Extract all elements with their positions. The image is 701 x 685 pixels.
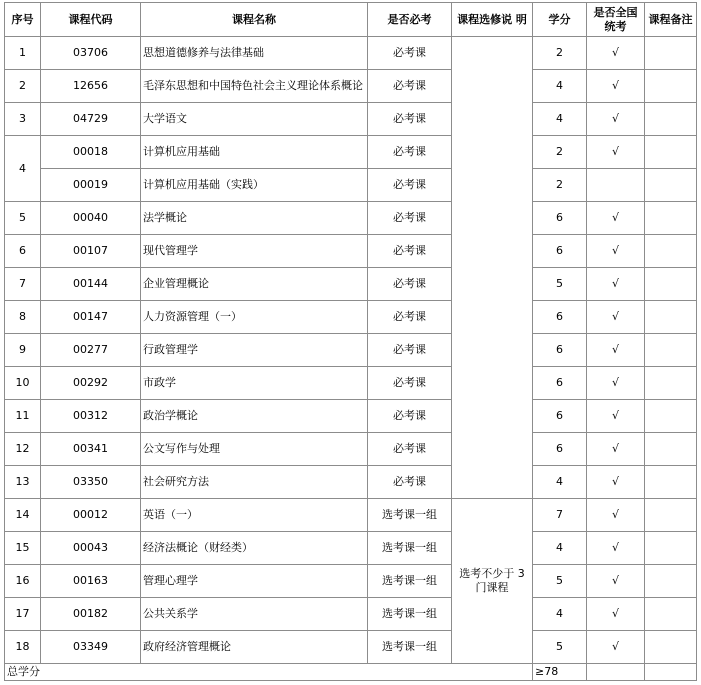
row-credits: 4 [533, 532, 587, 565]
row-national: √ [587, 235, 645, 268]
row-type: 选考课一组 [368, 598, 452, 631]
row-seq: 8 [5, 301, 41, 334]
row-type: 必考课 [368, 466, 452, 499]
header-remark: 课程备注 [645, 3, 697, 37]
row-type: 选考课一组 [368, 631, 452, 664]
row-remark [645, 367, 697, 400]
table-row [5, 301, 697, 334]
elective-note: 选考不少于 3 门课程 [452, 499, 533, 664]
row-national: √ [587, 532, 645, 565]
header-credits: 学分 [533, 3, 587, 37]
table-row [5, 532, 697, 565]
row-code: 00182 [41, 598, 141, 631]
row-remark [645, 565, 697, 598]
row-national: √ [587, 466, 645, 499]
row-remark [645, 202, 697, 235]
table-row [5, 598, 697, 631]
row-code: 00019 [41, 169, 141, 202]
row-code: 03706 [41, 37, 141, 70]
total-remark [645, 664, 697, 681]
row-code: 03350 [41, 466, 141, 499]
table-row [5, 565, 697, 598]
row-national: √ [587, 598, 645, 631]
header-seq: 序号 [5, 3, 41, 37]
table-row [5, 235, 697, 268]
table-row [5, 136, 697, 169]
row-national: √ [587, 334, 645, 367]
row-type: 必考课 [368, 367, 452, 400]
total-row [5, 664, 697, 681]
row-code: 00040 [41, 202, 141, 235]
row-seq: 7 [5, 268, 41, 301]
row-name: 公共关系学 [141, 598, 368, 631]
row-credits: 5 [533, 268, 587, 301]
row-type: 必考课 [368, 400, 452, 433]
row-national: √ [587, 499, 645, 532]
header-elective-note: 课程选修说 明 [452, 3, 533, 37]
row-credits: 6 [533, 235, 587, 268]
row-type: 必考课 [368, 301, 452, 334]
row-name: 市政学 [141, 367, 368, 400]
row-national: √ [587, 103, 645, 136]
table-row [5, 433, 697, 466]
row-seq: 12 [5, 433, 41, 466]
row-national: √ [587, 70, 645, 103]
row-type: 选考课一组 [368, 565, 452, 598]
table-row [5, 202, 697, 235]
row-name: 经济法概论（财经类） [141, 532, 368, 565]
row-remark [645, 334, 697, 367]
table-body [5, 37, 697, 681]
row-national: √ [587, 631, 645, 664]
header-required: 是否必考 [368, 3, 452, 37]
row-remark [645, 70, 697, 103]
row-type: 必考课 [368, 433, 452, 466]
row-code: 00043 [41, 532, 141, 565]
row-type: 必考课 [368, 169, 452, 202]
row-type: 必考课 [368, 202, 452, 235]
row-remark [645, 499, 697, 532]
row-code: 00341 [41, 433, 141, 466]
table-row [5, 499, 697, 532]
table-row [5, 334, 697, 367]
row-credits: 6 [533, 301, 587, 334]
row-credits: 2 [533, 169, 587, 202]
row-credits: 6 [533, 367, 587, 400]
table-row [5, 37, 697, 70]
table-row [5, 631, 697, 664]
row-seq: 10 [5, 367, 41, 400]
row-national: √ [587, 301, 645, 334]
row-type: 必考课 [368, 268, 452, 301]
row-name: 计算机应用基础 [141, 136, 368, 169]
row-name: 企业管理概论 [141, 268, 368, 301]
row-type: 必考课 [368, 37, 452, 70]
row-code: 00012 [41, 499, 141, 532]
row-remark [645, 235, 697, 268]
row-code: 00277 [41, 334, 141, 367]
row-credits: 4 [533, 103, 587, 136]
row-seq: 5 [5, 202, 41, 235]
row-seq: 4 [5, 136, 41, 202]
row-name: 毛泽东思想和中国特色社会主义理论体系概论 [141, 70, 368, 103]
row-type: 必考课 [368, 103, 452, 136]
table-row [5, 103, 697, 136]
row-credits: 6 [533, 400, 587, 433]
row-national: √ [587, 136, 645, 169]
row-national: √ [587, 268, 645, 301]
row-credits: 4 [533, 598, 587, 631]
row-credits: 2 [533, 37, 587, 70]
table-row [5, 169, 697, 202]
row-name: 计算机应用基础（实践） [141, 169, 368, 202]
row-remark [645, 631, 697, 664]
row-credits: 4 [533, 466, 587, 499]
row-remark [645, 301, 697, 334]
row-remark [645, 400, 697, 433]
row-elective-note-empty [452, 37, 533, 499]
row-type: 选考课一组 [368, 499, 452, 532]
row-credits: 7 [533, 499, 587, 532]
row-type: 必考课 [368, 136, 452, 169]
row-remark [645, 136, 697, 169]
table-row [5, 70, 697, 103]
course-table [4, 2, 697, 681]
row-type: 必考课 [368, 334, 452, 367]
row-remark [645, 433, 697, 466]
table-row [5, 367, 697, 400]
table-row [5, 268, 697, 301]
header-row [5, 3, 697, 37]
row-remark [645, 532, 697, 565]
header-name: 课程名称 [141, 3, 368, 37]
row-seq: 3 [5, 103, 41, 136]
row-name: 英语（一） [141, 499, 368, 532]
row-national: √ [587, 367, 645, 400]
row-name: 大学语文 [141, 103, 368, 136]
row-name: 政治学概论 [141, 400, 368, 433]
total-credits: ≥78 [533, 664, 587, 681]
header-code: 课程代码 [41, 3, 141, 37]
row-national: √ [587, 202, 645, 235]
row-remark [645, 169, 697, 202]
row-name: 政府经济管理概论 [141, 631, 368, 664]
row-seq: 6 [5, 235, 41, 268]
row-name: 公文写作与处理 [141, 433, 368, 466]
row-name: 思想道德修养与法律基础 [141, 37, 368, 70]
row-credits: 6 [533, 334, 587, 367]
row-credits: 5 [533, 631, 587, 664]
row-national: √ [587, 565, 645, 598]
row-remark [645, 466, 697, 499]
table-row [5, 466, 697, 499]
row-seq: 9 [5, 334, 41, 367]
row-seq: 14 [5, 499, 41, 532]
header-national: 是否全国统考 [587, 3, 645, 37]
row-national: √ [587, 433, 645, 466]
row-name: 社会研究方法 [141, 466, 368, 499]
row-code: 00163 [41, 565, 141, 598]
row-name: 人力资源管理（一） [141, 301, 368, 334]
row-national [587, 169, 645, 202]
row-name: 管理心理学 [141, 565, 368, 598]
row-seq: 1 [5, 37, 41, 70]
row-seq: 18 [5, 631, 41, 664]
row-seq: 11 [5, 400, 41, 433]
total-label: 总学分 [5, 664, 533, 681]
row-credits: 4 [533, 70, 587, 103]
row-credits: 5 [533, 565, 587, 598]
row-name: 法学概论 [141, 202, 368, 235]
row-code: 00107 [41, 235, 141, 268]
row-seq: 13 [5, 466, 41, 499]
row-code: 00312 [41, 400, 141, 433]
row-type: 必考课 [368, 70, 452, 103]
course-table-container [4, 2, 697, 681]
row-code: 00018 [41, 136, 141, 169]
row-name: 现代管理学 [141, 235, 368, 268]
row-code: 04729 [41, 103, 141, 136]
row-type: 选考课一组 [368, 532, 452, 565]
row-remark [645, 103, 697, 136]
row-credits: 6 [533, 433, 587, 466]
row-code: 00144 [41, 268, 141, 301]
row-code: 03349 [41, 631, 141, 664]
row-seq: 15 [5, 532, 41, 565]
row-code: 00292 [41, 367, 141, 400]
row-code: 00147 [41, 301, 141, 334]
row-name: 行政管理学 [141, 334, 368, 367]
row-seq: 16 [5, 565, 41, 598]
row-national: √ [587, 37, 645, 70]
row-seq: 17 [5, 598, 41, 631]
row-credits: 2 [533, 136, 587, 169]
row-remark [645, 37, 697, 70]
row-code: 12656 [41, 70, 141, 103]
table-row [5, 400, 697, 433]
row-credits: 6 [533, 202, 587, 235]
row-national: √ [587, 400, 645, 433]
row-remark [645, 598, 697, 631]
row-seq: 2 [5, 70, 41, 103]
row-type: 必考课 [368, 235, 452, 268]
total-national [587, 664, 645, 681]
row-remark [645, 268, 697, 301]
